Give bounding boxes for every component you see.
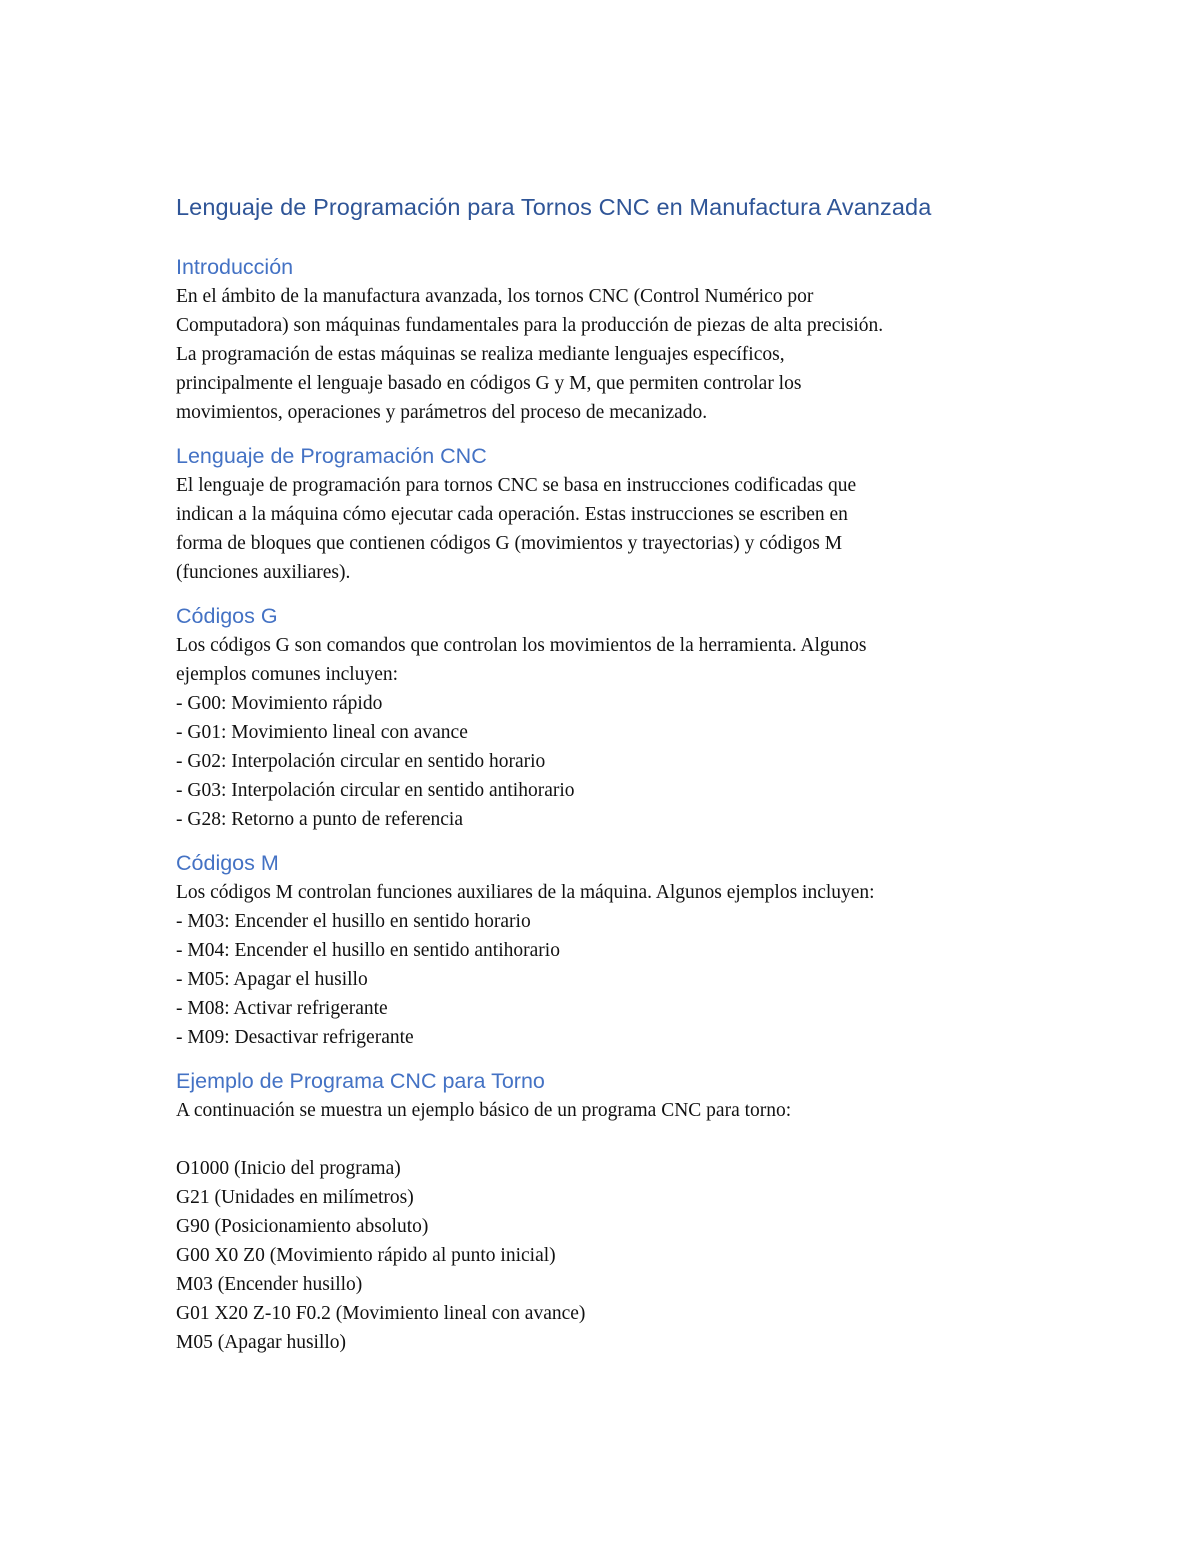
language-line: forma de bloques que contienen códigos G (movimientos y trayectorias) y códigos M <box>176 533 843 554</box>
heading-ejemplo-programa: Ejemplo de Programa CNC para Torno <box>176 1069 545 1093</box>
language-paragraph <box>176 471 1036 587</box>
m-codes-list <box>176 907 1036 1052</box>
intro-line: movimientos, operaciones y parámetros del proceso de mecanizado. <box>176 402 708 423</box>
document-body <box>176 190 1036 1357</box>
intro-line: Computadora) son máquinas fundamentales para la producción de piezas de alta precisión. <box>176 315 884 336</box>
example-program <box>176 1154 1036 1357</box>
heading-codigos-m: Códigos M <box>176 851 279 875</box>
document-title: Lenguaje de Programación para Tornos CNC en Manufactura Avanzada <box>176 194 932 220</box>
list-item: - G01: Movimiento lineal con avance <box>176 722 468 743</box>
example-intro: A continuación se muestra un ejemplo básico de un programa CNC para torno: <box>176 1100 792 1121</box>
language-line: indican a la máquina cómo ejecutar cada operación. Estas instrucciones se escriben en <box>176 504 848 525</box>
list-item: - M08: Activar refrigerante <box>176 998 388 1019</box>
heading-codigos-g: Códigos G <box>176 604 278 628</box>
list-item: - G00: Movimiento rápido <box>176 693 383 714</box>
list-item: - M09: Desactivar refrigerante <box>176 1027 414 1048</box>
m-codes-paragraph <box>176 878 1036 907</box>
language-line: El lenguaje de programación para tornos CNC se basa en instrucciones codificadas que <box>176 475 857 496</box>
list-item: - G02: Interpolación circular en sentido horario <box>176 751 546 772</box>
list-item: - G28: Retorno a punto de referencia <box>176 809 463 830</box>
g-codes-line: ejemplos comunes incluyen: <box>176 664 399 685</box>
program-line: G01 X20 Z-10 F0.2 (Movimiento lineal con avance) <box>176 1303 586 1324</box>
program-line: G90 (Posicionamiento absoluto) <box>176 1216 429 1237</box>
language-line: (funciones auxiliares). <box>176 562 351 583</box>
intro-paragraph <box>176 282 1036 427</box>
program-line: O1000 (Inicio del programa) <box>176 1158 401 1179</box>
heading-introduccion: Introducción <box>176 255 294 279</box>
list-item: - M05: Apagar el husillo <box>176 969 368 990</box>
program-line: M05 (Apagar husillo) <box>176 1332 347 1353</box>
program-line: M03 (Encender husillo) <box>176 1274 363 1295</box>
g-codes-line: Los códigos G son comandos que controlan los movimientos de la herramienta. Algunos <box>176 635 867 656</box>
list-item: - M03: Encender el husillo en sentido horario <box>176 911 531 932</box>
m-codes-line: Los códigos M controlan funciones auxiliares de la máquina. Algunos ejemplos incluyen: <box>176 882 875 903</box>
g-codes-list <box>176 689 1036 834</box>
intro-line: En el ámbito de la manufactura avanzada, los tornos CNC (Control Numérico por <box>176 286 814 307</box>
list-item: - M04: Encender el husillo en sentido antihorario <box>176 940 560 961</box>
list-item: - G03: Interpolación circular en sentido antihorario <box>176 780 575 801</box>
program-line: G21 (Unidades en milímetros) <box>176 1187 414 1208</box>
heading-lenguaje-cnc: Lenguaje de Programación CNC <box>176 444 487 468</box>
g-codes-paragraph <box>176 631 1036 689</box>
intro-line: principalmente el lenguaje basado en códigos G y M, que permiten controlar los <box>176 373 802 394</box>
program-line: G00 X0 Z0 (Movimiento rápido al punto inicial) <box>176 1245 556 1266</box>
intro-line: La programación de estas máquinas se realiza mediante lenguajes específicos, <box>176 344 785 365</box>
